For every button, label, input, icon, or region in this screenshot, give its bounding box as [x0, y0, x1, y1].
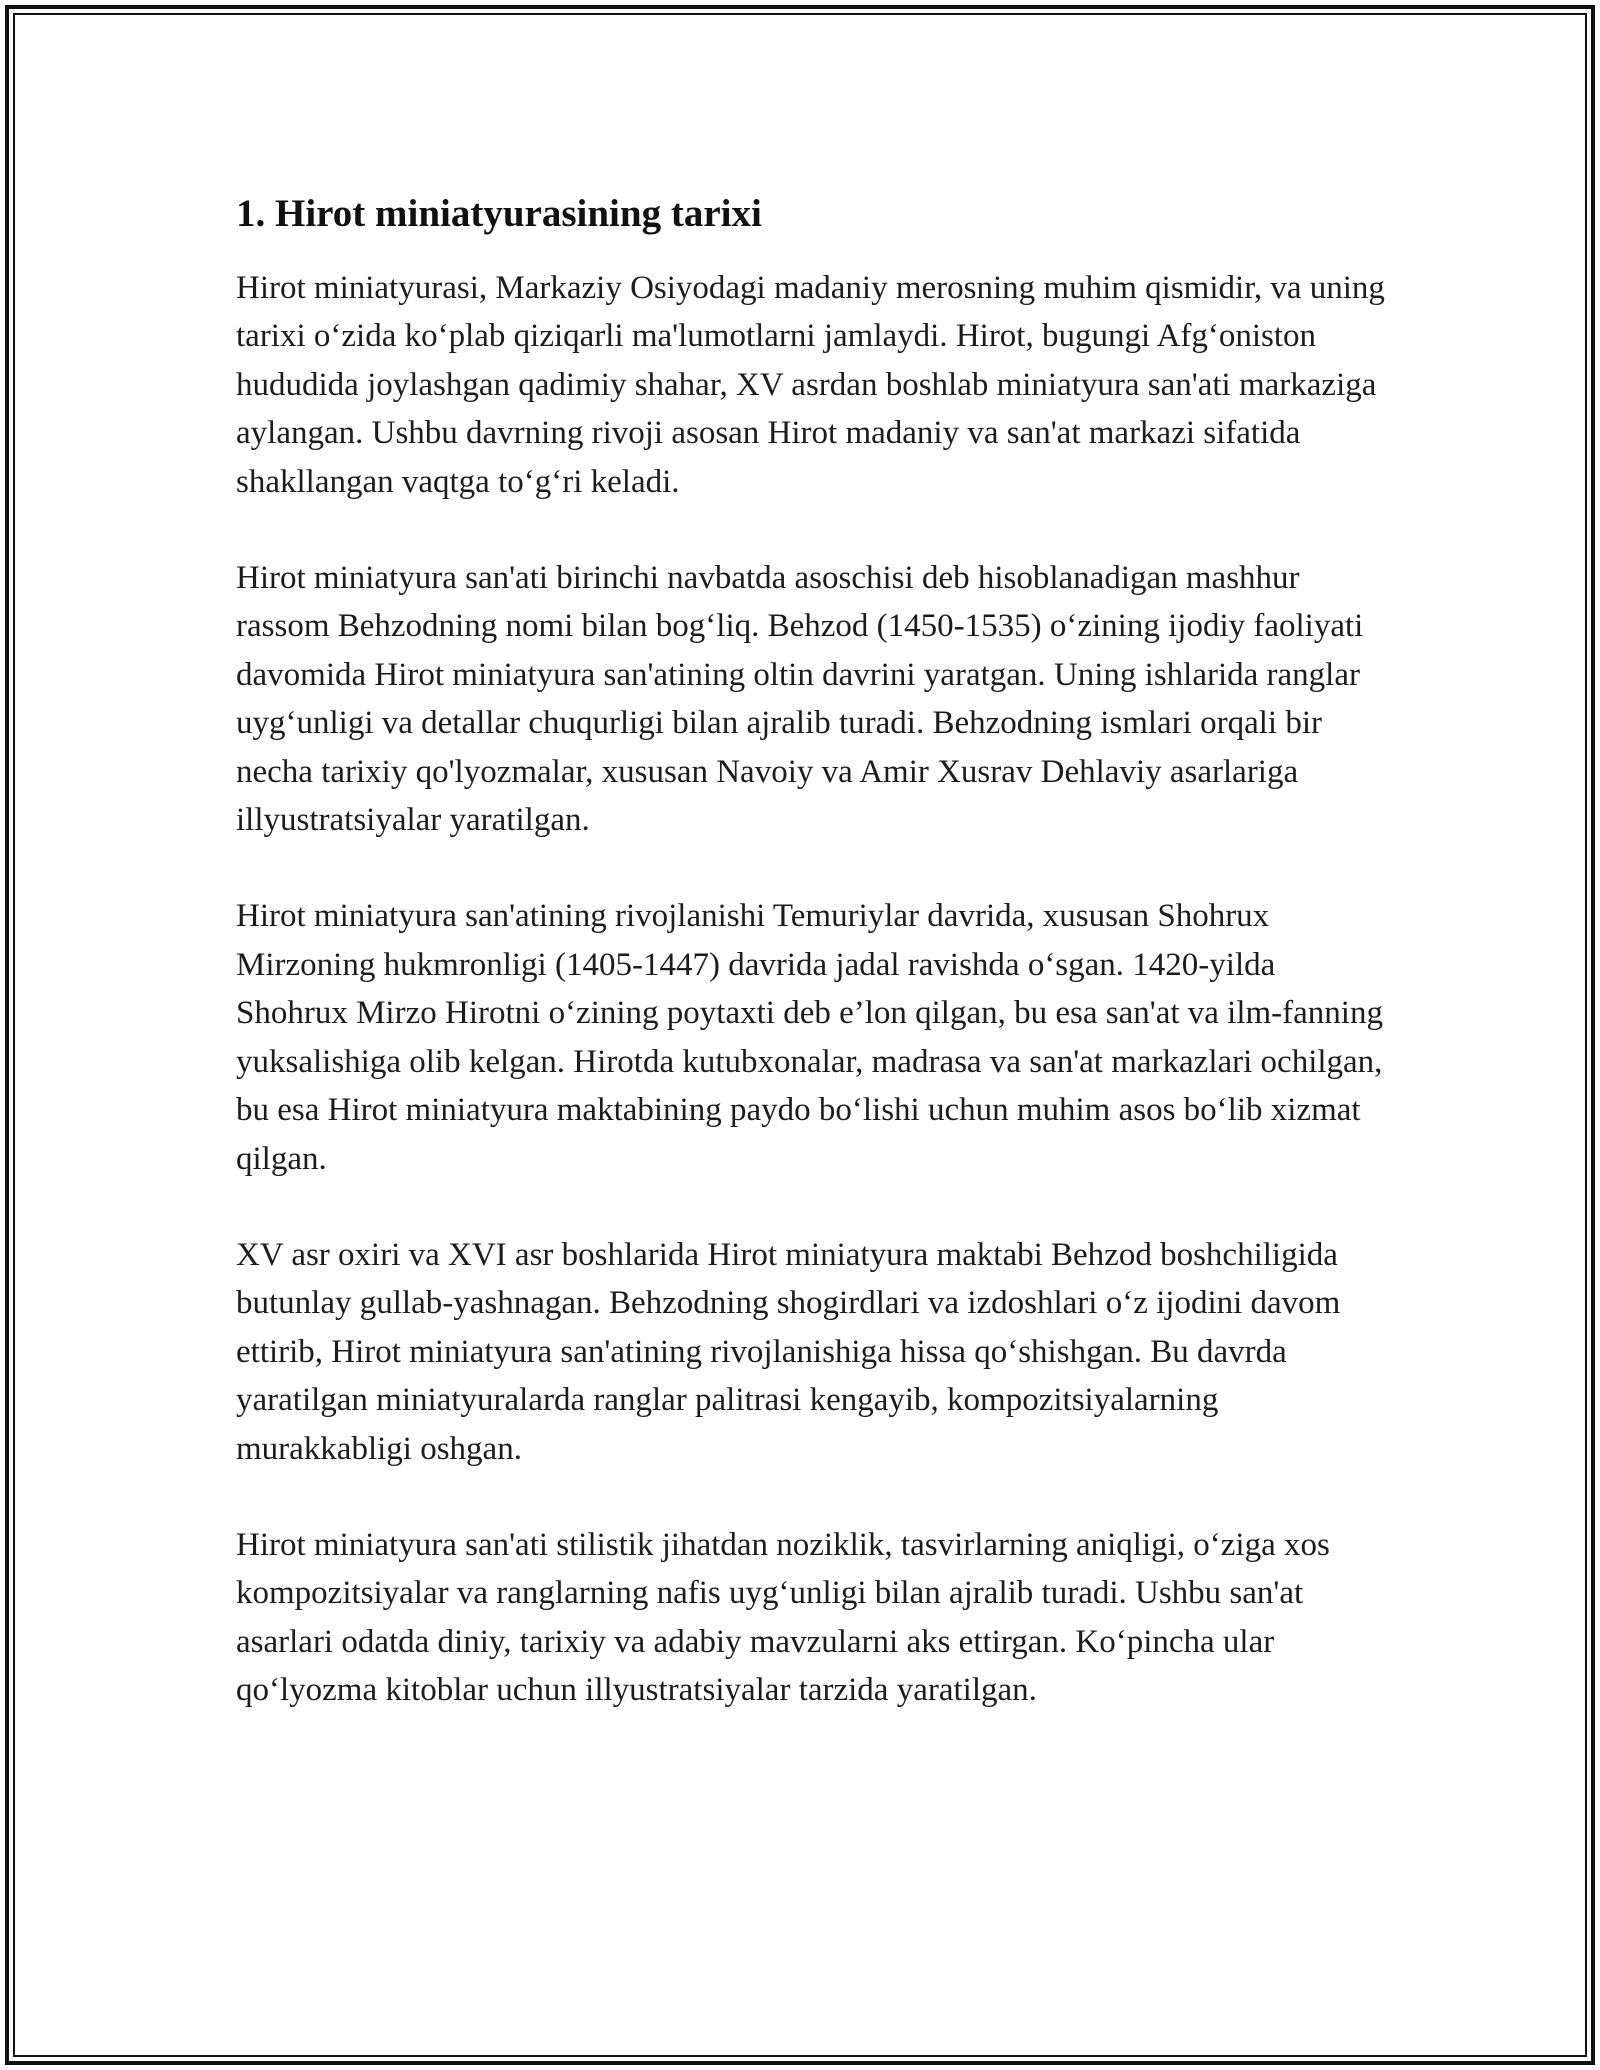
paragraph-4: XV asr oxiri va XVI asr boshlarida Hirot miniatyura maktabi Behzod boshchiligida butunlay gullab-yashnagan. Behzodning shogirdlari va izdoshlari o‘z ijodini davom ettirib, Hirot miniatyura san'atining rivojlanishiga hissa qo‘shishgan. Bu davrda yaratilgan miniatyuralarda ranglar palitrasi kengayib, kompozitsiyalarning murakkabligi oshgan.	[236, 1236, 1341, 1467]
section-heading: 1. Hirot miniatyurasining tarixi	[236, 192, 762, 235]
paragraph-5: Hirot miniatyura san'ati stilistik jihatdan noziklik, tasvirlarning aniqligi, o‘ziga xos kompozitsiyalar va ranglarning nafis uyg‘unligi bilan ajralib turadi. Ushbu san'at asarlari odatda diniy, tarixiy va adabiy mavzularni aks ettirgan. Ko‘pincha ular qo‘lyozma kitoblar uchun illyustratsiyalar tarzida yaratilgan.	[236, 1526, 1330, 1709]
paragraph-3: Hirot miniatyura san'atining rivojlanishi Temuriylar davrida, xususan Shohrux Mirzoning hukmronligi (1405-1447) davrida jadal ravishda o‘sgan. 1420-yilda Shohrux Mirzo Hirotni o‘zining poytaxti deb e’lon qilgan, bu esa san'at va ilm-fanning yuksalishiga olib kelgan. Hirotda kutubxonalar, madrasa va san'at markazlari ochilgan, bu esa Hirot miniatyura maktabining paydo bo‘lishi uchun muhim asos bo‘lib xizmat qilgan.	[236, 898, 1383, 1177]
paragraph-1: Hirot miniatyurasi, Markaziy Osiyodagi madaniy merosning muhim qismidir, va uning tarixi o‘zida ko‘plab qiziqarli ma'lumotlarni jamlaydi. Hirot, bugungi Afg‘oniston hududida joylashgan qadimiy shahar, XV asrdan boshlab miniatyura san'ati markaziga aylangan. Ushbu davrning rivoji asosan Hirot madaniy va san'at markazi sifatida shakllangan vaqtga to‘g‘ri keladi.	[236, 270, 1385, 500]
paragraph-2: Hirot miniatyura san'ati birinchi navbatda asoschisi deb hisoblanadigan mashhur rassom Behzodning nomi bilan bog‘liq. Behzod (1450-1535) o‘zining ijodiy faoliyati davomida Hirot miniatyura san'atining oltin davrini yaratgan. Uning ishlarida ranglar uyg‘unligi va detallar chuqurligi bilan ajralib turadi. Behzodning ismlari orqali bir necha tarixiy qo'lyozmalar, xususan Navoiy va Amir Xusrav Dehlaviy asarlariga illyustratsiyalar yaratilgan.	[236, 560, 1364, 839]
document-body	[236, 186, 1386, 1763]
